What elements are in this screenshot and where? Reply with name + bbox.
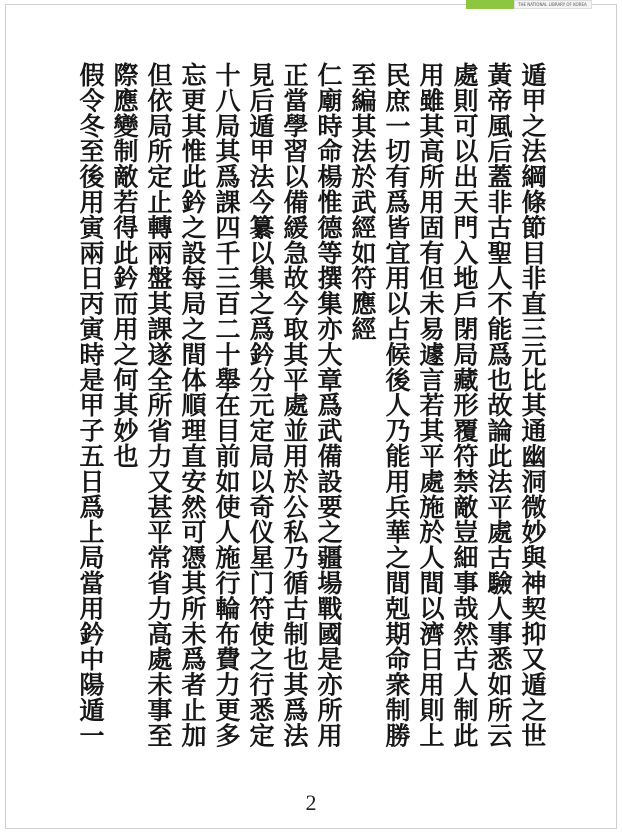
page-number: 2 <box>305 790 317 815</box>
text-column-11: 忘更其惟此鈐之設每局之間体順理直安然可憑其所未爲者止加 <box>178 62 207 748</box>
text-column-3: 處則可以出天門入地戶閉局藏形覆符禁敵豈細事哉然古人制此 <box>450 62 479 748</box>
text-column-12: 但依局所定止轉兩盤其課遂全所省力又甚平常省力高處未事至 <box>144 62 173 748</box>
text-column-6: 至編其法於武經如符應經 <box>348 62 377 342</box>
text-column-14: 假令冬至後用寅兩日丙寅時是甲子五日爲上局當用鈐中陽遁一 <box>76 62 105 748</box>
text-column-7: 仁廟時命楊惟德等撰集亦大章爲武備設要之疆場戰國是亦所用 <box>314 62 343 748</box>
text-column-13: 際應變制敵若得此鈐而用之何其妙也 <box>110 62 139 469</box>
text-column-1: 遁甲之法綱條節目非直三元比其通幽洞微妙與神契抑又遁之世 <box>518 62 547 748</box>
library-watermark-badge <box>466 0 592 9</box>
text-column-4: 用雖其高所用固有但未易遽言若其平處施於人間以濟日用則上 <box>416 62 445 748</box>
library-name-label: THE NATIONAL LIBRARY OF KOREA <box>514 0 592 9</box>
text-column-10: 十八局其爲課四千三百二十舉在目前如使人施行輪布費力更多 <box>212 62 241 748</box>
manuscript-text-block <box>72 62 550 770</box>
text-column-5: 民庶一切有爲皆宜用以占候後人乃能用兵華之間剋期命衆制勝 <box>382 62 411 748</box>
text-column-9: 見后遁甲法今纂以集之爲鈐分元定局以奇仪星门符使之行悉定 <box>246 62 275 748</box>
text-column-8: 正當學習以備緩急故今取其平處並用於公私乃循古制也其爲法 <box>280 62 309 748</box>
badge-accent-bar <box>466 0 514 9</box>
text-column-2: 黃帝風后蓋非古聖人不能爲也故論此法平處古驗人事悉如所云 <box>484 62 513 748</box>
